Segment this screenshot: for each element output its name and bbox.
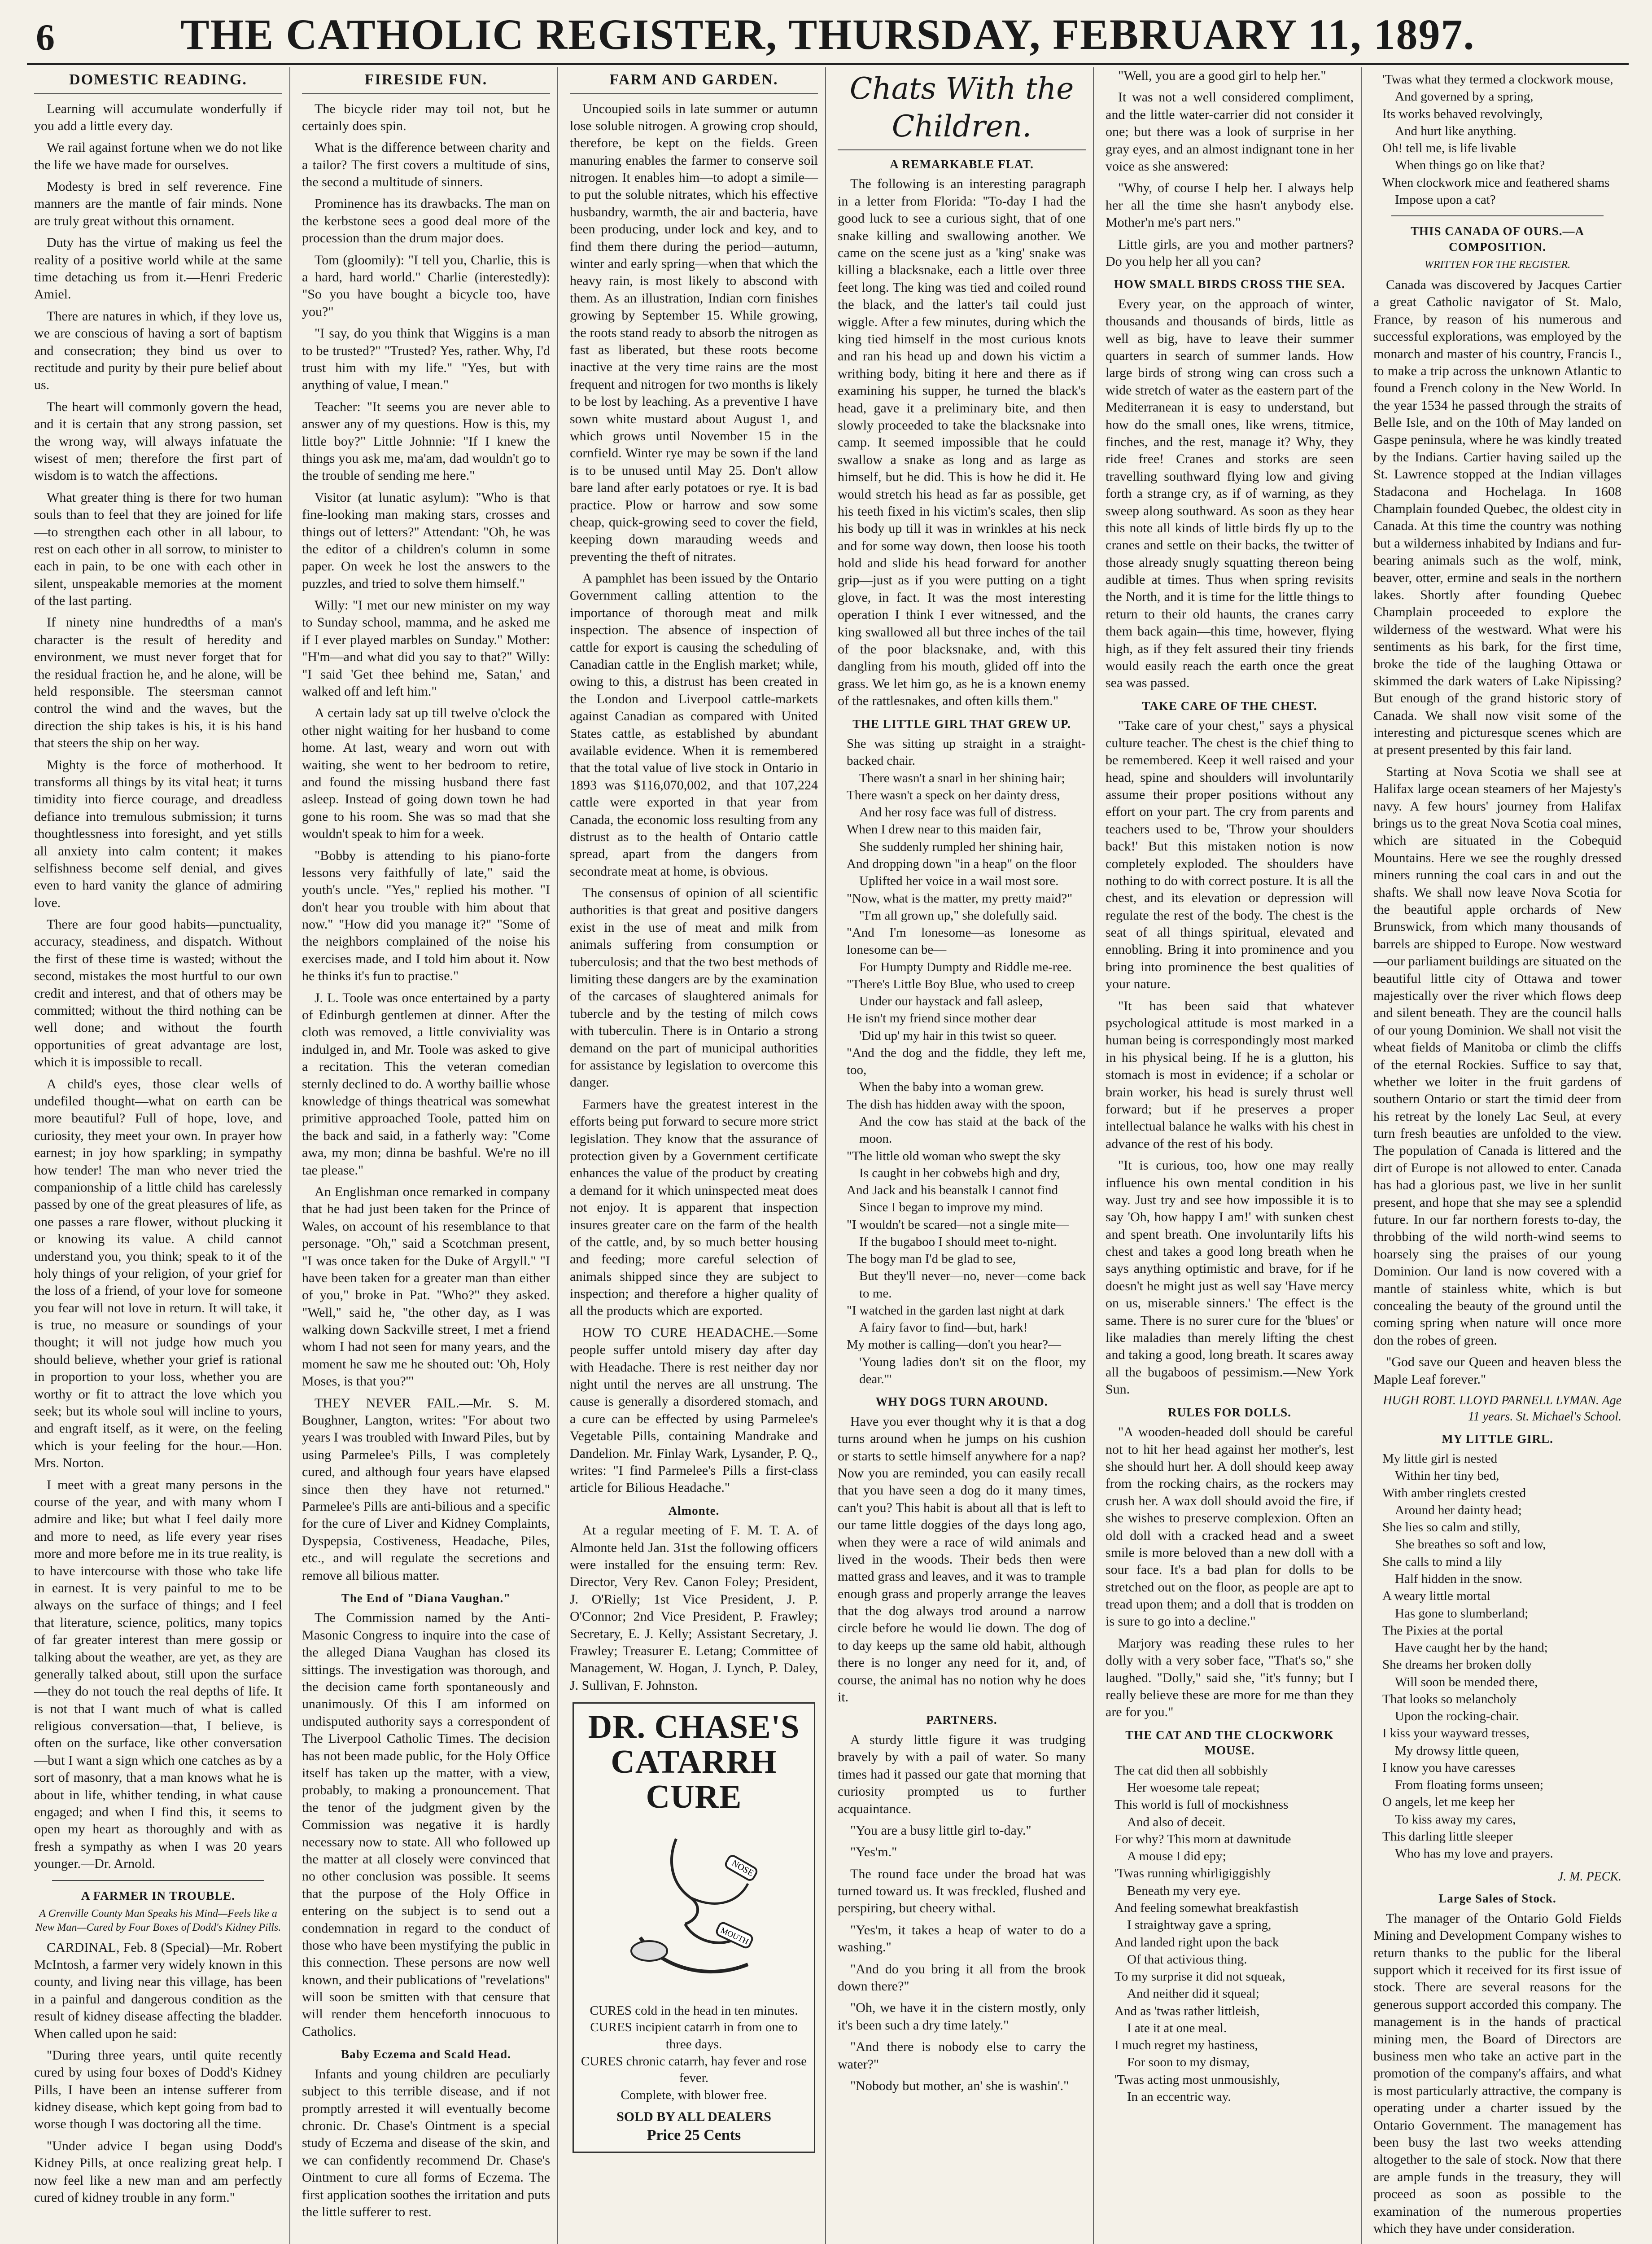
paragraph: Marjory was reading these rules to her dolly with a very sober face, "That's so," she laughed. "Dolly," said she, "it's funny; but I really believe these are more for me than they are for you."	[1106, 1635, 1354, 1720]
poem-line: This world is full of mockishness	[1114, 1797, 1289, 1812]
article-heading: WHY DOGS TURN AROUND.	[875, 1395, 1048, 1409]
divider	[1391, 215, 1604, 216]
poem-line: 'Twas what they termed a clockwork mouse,	[1382, 72, 1613, 87]
poem-line: And governed by a spring,	[1395, 89, 1534, 104]
paragraph: The Commission named by the Anti-Masonic Congress to inquire into the case of the alleged Diana Vaughan has closed its sittings. The investigation was thorough, and the decision came forth spontaneously and unanimously. Of this I am informed on undisputed authority says a correspondent of The Liverpool Catholic Times. The decision has not been made public, for the Holy Office itself has taken up the matter, with a view, probably, to making a pronouncement. That the tenor of the judgment given by the Commission was negative it is hardly necessary now to state. All who followed up the matter at all closely were convinced that no other conclusion was possible. It seems that the purpose of the Holy Office in entering on the subject is to send out a condemnation in regard to the conduct of those who have been mystifying the public in this connection. These persons are now well known, and their publications of "revelations" will soon be smitten with that censure that will render them henceforth innocuous to Catholics.	[302, 1610, 550, 2039]
paragraph: A certain lady sat up till twelve o'clock the other night waiting for her husband to come home. At last, weary and worn out with waiting, she went to her bedroom to retire, and found the missing husband there fast asleep. Instead of going down town he had gone to his room. She was so mad that she wouldn't speak to him for a week.	[302, 706, 550, 842]
signature: J. M. PECK.	[1557, 1869, 1621, 1884]
poem	[1382, 1450, 1621, 1862]
poem-line: For why? This morn at dawnitude	[1114, 1832, 1291, 1846]
poem-line: Impose upon a cat?	[1395, 192, 1496, 207]
poem-line: I much regret my hastiness,	[1114, 2038, 1258, 2053]
poem-line: She calls to mind a lily	[1382, 1554, 1502, 1569]
poem-line: I straightway gave a spring,	[1127, 1918, 1272, 1933]
paragraph: We rail against fortune when we do not like the life we have made for ourselves.	[34, 140, 282, 172]
columns	[27, 67, 1629, 2244]
poem-line: He isn't my friend since mother dear	[847, 1011, 1036, 1026]
blower-illustration	[613, 1821, 775, 1991]
label-mouth: MOUTH	[719, 1925, 750, 1946]
poem-line: This darling little sleeper	[1382, 1829, 1513, 1844]
article-subheading: WRITTEN FOR THE REGISTER.	[1424, 259, 1571, 271]
paragraph: At a regular meeting of F. M. T. A. of Almonte held Jan. 31st the following officers were installed for the ensuing term: Rev. Director, Very Rev. Canon Foley; President, J. O'Rielly; 1st Vice President, J. P. O'Connor; 2nd Vice President, P. Frawley; Secretary, E. J. Kelly; Assistant Secretary, J. Frawley; Treasurer E. Letang; Committee of Management, W. Hogan, J. Lynch, P. Daley, J. Sullivan, F. Johnston.	[570, 1523, 818, 1693]
paragraph: Have you ever thought why it is that a dog turns around when he jumps on his cushion or starts to settle himself anywhere for a nap? Now you are reminded, you can easily recall that you have seen a dog do it many times, can't you? This habit is about all that is left to our tame little doggies of the days long ago, when they were a race of wild animals and lived in the woods. Their beds then were matted grass and leaves, and it was to trample enough grass and properly arrange the leaves that the dog always trod around a narrow circle before he would lie down. The dog of to day keeps up the same old habit, although there is no longer any need for it, and, of course, the animal has no notion why he does it.	[838, 1414, 1086, 1705]
poem-line: 'Twas acting most unmousishly,	[1114, 2072, 1280, 2087]
poem-line: A fairy favor to find—but, hark!	[859, 1320, 1028, 1335]
paragraph: The round face under the broad hat was turned toward us. It was freckled, flushed and perspiring, but cheery withal.	[838, 1866, 1086, 1916]
ad-line: CURES chronic catarrh, hay fever and rose fever.	[581, 2054, 807, 2086]
paragraph: "Why, of course I help her. I always help her all the time she hasn't anybody else. Mother'n me's part ners."	[1106, 180, 1354, 230]
poem-line: Is caught in her cobwebs high and dry,	[859, 1166, 1060, 1180]
divider	[52, 1880, 264, 1881]
paragraph: A pamphlet has been issued by the Ontario Government calling attention to the importance of thorough meat and milk inspection. The absence of inspection of cattle for export is causing the scheduling of Canadian cattle in the English market; while, owing to this, a distrust has been created in the London and Liverpool cattle-markets against Canadian as compared with United States cattle, as established by abundant available evidence. When it is remembered that the total value of live stock in Ontario in 1893 was $116,070,002, and that 107,224 cattle were exported in that year from Canada, the economic loss resulting from any distrust as to the health of Ontario cattle spread, apart from the dangers from secondrate meat at home, is obvious.	[570, 571, 818, 879]
poem-line: I know you have caresses	[1382, 1760, 1516, 1775]
paragraph: Little girls, are you and mother partners? Do you help her all you can?	[1106, 237, 1354, 269]
poem-line: When I drew near to this maiden fair,	[847, 822, 1041, 837]
poem-line: And as 'twas rather littleish,	[1114, 2003, 1260, 2018]
article-heading: The End of "Diana Vaughan."	[341, 1591, 511, 1605]
paragraph: "Nobody but mother, an' she is washin'."	[850, 2078, 1069, 2093]
poem	[847, 735, 1086, 1388]
poem-line: And dropping down "in a heap" on the floor	[847, 857, 1076, 871]
ad-price: Price 25 Cents	[647, 2127, 741, 2144]
poem-line: Oh! tell me, is life livable	[1382, 141, 1516, 156]
poem-line: That looks so melancholy	[1382, 1692, 1517, 1706]
poem-line: "The little old woman who swept the sky	[847, 1148, 1061, 1163]
poem-line: I kiss your wayward tresses,	[1382, 1726, 1530, 1741]
signature: HUGH ROBT. LLOYD PARNELL LYMAN. Age 11 years. St. Michael's School.	[1383, 1393, 1621, 1424]
paragraph: A child's eyes, those clear wells of undefiled thought—what on earth can be more beautiful? Full of hope, love, and curiosity, they meet your own. In prayer how earnest; in joy how sparkling; in sympathy how tender! The man who never tried the companionship of a little child has carelessly passed by one of the great pleasures of life, as one passes a rare flower, without plucking it or knowing its value. A child cannot understand you, you think; speak to it of the holy things of your religion, of your grief for the loss of a friend, of your love for someone you fear will not love in return. It will take, it is true, no measure or soundings of your thought; it will not judge how much you should believe, whether your grief is rational in proportion to your loss, whether you are worthy or fit to attract the love which you seek; but its whole soul will incline to yours, and engraft itself, as it were, on the feeling which is your feeling for the hour.—Hon. Mrs. Norton.	[34, 1076, 282, 1471]
article-heading: MY LITTLE GIRL.	[1442, 1432, 1553, 1446]
poem-line: "And I'm lonesome—as lonesome as lonesome can be—	[847, 925, 1086, 957]
column-heading: FIRESIDE FUN.	[302, 70, 550, 94]
poem-line: Within her tiny bed,	[1395, 1468, 1499, 1483]
poem-line: When the baby into a woman grew.	[859, 1080, 1044, 1095]
paragraph: Willy: "I met our new minister on my way to Sunday school, mamma, and he asked me if I ever played marbles on Sunday." Mother: "H'm—and what did you say to that?" Willy: "I said 'Get thee behind me, Satan,' and walked off and left him."	[302, 598, 550, 699]
article-heading: HOW SMALL BIRDS CROSS THE SEA.	[1114, 277, 1346, 291]
article-heading: Large Sales of Stock.	[1438, 1892, 1556, 1906]
poem-line: The bogy man I'd be glad to see,	[847, 1252, 1016, 1267]
poem-line: "And the dog and the fiddle, they left me, too,	[847, 1045, 1086, 1078]
paragraph: Farmers have the greatest interest in the efforts being put forward to secure more strict legislation. They know that the assurance of protection given by a Government certificate enhances the value of the product by creating a demand for it which uninspected meat does not enjoy. It is apparent that inspection insures greater care on the farm of the health of the cattle, and, by so much better housing and feeding; more careful selection of animals shipped since they are subject to inspection; and therefore a higher quality of all the products which are exported.	[570, 1096, 818, 1319]
poem-line: She breathes so soft and low,	[1395, 1537, 1546, 1552]
paragraph: "Take care of your chest," says a physical culture teacher. The chest is the chief thing to be remembered. Keep it well raised and your head, spine and shoulders will involuntarily assume their proper positions without any effort on your part. The cry from parents and teachers used to be, 'Throw your shoulders back!' But this mistaken notion is now completely exploded. The shoulders have nothing to do with correct posture. It is all the chest, and its elevation or depression will regulate the rest of the body. The chest is the seat of all things spiritual, elevated and ennobling. Bring it into prominence and you bring into prominence the best qualities of your nature.	[1106, 718, 1354, 992]
column-chats-continued	[1098, 67, 1362, 2244]
poem-line: There wasn't a speck on her dainty dress,	[847, 788, 1060, 802]
poem-line: And neither did it squeal;	[1127, 1986, 1259, 2001]
paragraph: "And there is nobody else to carry the water?"	[838, 2039, 1086, 2072]
poem-line: The dish has hidden away with the spoon,	[847, 1097, 1065, 1112]
poem-line: She suddenly rumpled her shining hair,	[859, 839, 1063, 854]
column-heading: Chats With the Children.	[838, 70, 1086, 150]
poem-line: And hurt like anything.	[1395, 123, 1517, 138]
paragraph: "Yes'm, it takes a heap of water to do a washing."	[838, 1922, 1086, 1955]
poem-line: In an eccentric way.	[1127, 2089, 1231, 2104]
article-heading: Almonte.	[668, 1503, 720, 1517]
article-subheading: A Grenville County Man Speaks his Mind—Feels like a New Man—Cured by Four Boxes of Dodd's Kidney Pills.	[35, 1908, 281, 1933]
paragraph: If ninety nine hundredths of a man's character is the result of heredity and environment, we must never forget that for the residual fraction he, and he alone, will be held responsible. The steersman cannot control the wind and the waves, but the direction the ship takes is his, it is his hand that steers the ship on her way.	[34, 615, 282, 751]
paragraph: An Englishman once remarked in company that he had just been taken for the Prince of Wales, on account of his resemblance to that personage. "Oh," said a Scotchman present, "I was once taken for the Duke of Argyll." "I have been taken for a greater man than either of you," broke in Pat. "Who?" they asked. "Well," said he, "the other day, as I was walking down Sackville street, I met a friend whom I had not seen for many years, and the moment he saw me he shouted out: 'Oh, Holy Moses, is that you?'"	[302, 1184, 550, 1389]
ad-title: CATARRH CURE	[611, 1743, 777, 1815]
masthead-title: THE CATHOLIC REGISTER, THURSDAY, FEBRUARY 11, 1897.	[180, 10, 1475, 58]
paragraph: "God save our Queen and heaven bless the Maple Leaf forever."	[1373, 1354, 1621, 1387]
paragraph: "You are a busy little girl to-day."	[850, 1823, 1031, 1838]
poem-line: She dreams her broken dolly	[1382, 1657, 1532, 1672]
article-heading: RULES FOR DOLLS.	[1168, 1405, 1291, 1419]
poem-line: A weary little mortal	[1382, 1589, 1490, 1604]
article-heading: THIS CANADA OF OURS.—A COMPOSITION.	[1410, 224, 1585, 254]
paragraph: "And do you bring it all from the brook down there?"	[838, 1961, 1086, 1994]
poem-line: Has gone to slumberland;	[1395, 1606, 1529, 1621]
poem-line: "Now, what is the matter, my pretty maid?"	[847, 891, 1073, 906]
paragraph: There are four good habits—punctuality, accuracy, steadiness, and dispatch. Without the first of these time is wasted; without the second, mistakes the most hurtful to our own credit and interest, and that of others may be committed; without the third nothing can be well done; and without the fourth opportunities of great advantage are lost, which it is impossible to recall.	[34, 917, 282, 1070]
poem-line: With amber ringlets crested	[1382, 1486, 1526, 1500]
paragraph: "Bobby is attending to his piano-forte lessons very faithfully of late," said the youth's uncle. "Yes," replied his mother. "I don't hear you trouble with him about that now." "How did you manage it?" "Some of the neighbors complained of the noise his exercises made, and I told him about it. Now he thinks it's fun to practise."	[302, 848, 550, 984]
ad-line: Complete, with blower free.	[621, 2088, 767, 2103]
paragraph: Modesty is bred in self reverence. Fine manners are the mantle of fair minds. None are truly great without this ornament.	[34, 179, 282, 228]
paragraph: "Under advice I began using Dodd's Kidney Pills, at once realizing great help. I now feel like a new man and am perfectly cured of kidney trouble in any form."	[34, 2138, 282, 2205]
poem-line: Will soon be mended there,	[1395, 1674, 1538, 1689]
paragraph: Uncoupied soils in late summer or autumn lose soluble nitrogen. A growing crop should, therefore, be kept on the fields. Green manuring enables the farmer to conserve soil nitrogen. It enables him—to adopt a simile—to put the soluble nitrates, which his effective husbandry, warmth, the air and bacteria, have been producing, under lock and key, and to find them there during the period—autumn, winter and early spring—when that which the heavy rain, is most likely to abscond with them. As an illustration, Indian corn finishes growing by September 15. While growing, the roots stand ready to absorb the nitrogen as fast as liberated, but these roots become inactive at the very time rains are the most frequent and nitrogen for two months is likely to be lost by leaching. As a preventive I have sown white mustard about August 1, and which grows until November 15 in the cornfield. Winter rye may be sown if the land is to be unused until May 25. Don't allow bare land after early potatoes or rye. It is bad practice. Plow or harrow and sow some cheap, quick-growing seed to cover the field, keeping down marauding weeds and preventing the theft of nitrates.	[570, 101, 818, 564]
paragraph: CARDINAL, Feb. 8 (Special)—Mr. Robert McIntosh, a farmer very widely known in this county, and living near this village, has been in a painful and dangerous condition as the result of kidney disease affecting the bladder. When called upon he said:	[34, 1940, 282, 2041]
poem-line: She was sitting up straight in a straight-backed chair.	[847, 736, 1086, 768]
poem-line: Since I began to improve my mind.	[859, 1200, 1043, 1215]
poem-line: My mother is calling—don't you hear?—	[847, 1337, 1061, 1352]
paragraph: Teacher: "It seems you are never able to answer any of my questions. How is this, my little boy?" Little Johnnie: "If I knew the things you ask me, ma'am, dad wouldn't go to the trouble of sending me here."	[302, 399, 550, 483]
article-heading: A REMARKABLE FLAT.	[890, 157, 1034, 171]
poem-line: I ate it at one meal.	[1127, 2020, 1227, 2035]
paragraph: "It has been said that whatever psychological attitude is most marked in a human being is correspondingly most marked in his physical being. If he is a glutton, his stomach is most in evidence; if a scholar or brain worker, his head is surely thrust well forward; but if he preserves a proper intellectual balance he walks with his chest in advance of the rest of his body.	[1106, 998, 1354, 1151]
poem-line: Its works behaved revolvingly,	[1382, 106, 1543, 121]
poem-line: For soon to my dismay,	[1127, 2055, 1250, 2070]
paragraph: Tom (gloomily): "I tell you, Charlie, this is a hard, hard world." Charlie (interestedly): "So you have bought a bicycle too, have you?"	[302, 252, 550, 319]
poem-line: "I wouldn't be scared—not a single mite—	[847, 1217, 1069, 1232]
paragraph: Canada was discovered by Jacques Cartier a great Catholic navigator of St. Malo, France, by reason of his numerous and successful explorations, was employed by the monarch and master of his country, Francis I., to make a trip across the unknown Atlantic to found a French colony in the New World. In the year 1534 he passed through the straits of Belle Isle, and on the 10th of May landed on Gaspe peninsula, where he was kindly treated by the Indians. Cartier having sailed up the St. Lawrence stopped at the Indian villages Stadacona and Hochelaga. In 1608 Champlain founded Quebec, the oldest city in Canada. At this time the country was nothing but a wilderness inhabited by Indians and fur-bearing animals such as the wolf, mink, beaver, otter, ermine and seals in the northern lakes. Shortly after founding Quebec Champlain proceeded to explore the wilderness of the westward. What were his sentiments as his bark, for the first time, broke the tide of the laughing Ottawa or skimmed the dark waters of Lake Nipissing? But enough of the grand historic story of Canada. We shall now visit some of the interesting and picturesque scenes which are at present presented by this fair land.	[1373, 277, 1621, 758]
poem-line: Under our haystack and fall asleep,	[859, 994, 1043, 1009]
paragraph: A sturdy little figure it was trudging bravely by with a pail of water. So many times had it passed our gate that morning that curiosity prompted us to further acquaintance.	[838, 1732, 1086, 1816]
paragraph: Starting at Nova Scotia we shall see at Halifax large ocean steamers of her Majesty's navy. A few hours' journey from Halifax brings us to the great Nova Scotia coal mines, which are situated in the Cobequid Mountains. Here we see the roughly dressed miners running the coal cars in and out the shafts. We shall now leave Nova Scotia for the beautiful apple orchards of New Brunswick, from which many thousands of barrels are shipped to Europe. Now westward—our parliament buildings are situated on the beautiful little city of Ottawa and tower majestically over the river which flows deep and silent beneath. They are the council halls of our young Dominion. We shall not visit the wheat fields of Manitoba or climb the cliffs of the eternal Rockies. Suffice to say that, whether we loiter in the fruit gardens of southern Ontario or start the timid deer from his retreat by the lonely Lac Seul, at every turn fresh beauties are unfolded to the view. The population of Canada is littered and the dirt of Europe is not allowed to enter. Canada has had a glorious past, we live in her sunlit present, and hope that she may see a splendid future. In our far northern forests to-day, the throbbing of the wild north-wind seems to hoarsely sing the praises of our young Dominion. Our land is now covered with a mantle of stainless white, which is but concealing the beauty of the ground until the coming spring when nature will once more don the robes of green.	[1373, 764, 1621, 1348]
column-domestic-reading	[27, 67, 290, 2244]
paragraph: "Yes'm."	[850, 1845, 897, 1860]
paragraph: Mighty is the force of motherhood. It transforms all things by its vital heat; it turns timidity into fierce courage, and dreadless defiance into tremulous submission; it turns thoughtlessness into foresight, and yet stills all anxiety into calm content; it makes selfishness become self denial, and gives even to hard vanity the glance of admiring love.	[34, 757, 282, 910]
poem-line: A mouse I did epy;	[1127, 1849, 1226, 1864]
poem-line: "I watched in the garden last night at dark	[847, 1303, 1065, 1318]
article-heading: THE CAT AND THE CLOCKWORK MOUSE.	[1125, 1728, 1334, 1758]
poem-line: When clockwork mice and feathered shams	[1382, 175, 1610, 190]
paragraph: Infants and young children are peculiarly subject to this terrible disease, and if not promptly arrested it will eventually become chronic. Dr. Chase's Ointment is a special study of Eczema and disease of the skin, and we can confidently recommend Dr. Chase's Ointment to cure all forms of Eczema. The first application soothes the irritation and puts the little sufferer to rest.	[302, 2066, 550, 2219]
column-fireside-fun	[295, 67, 558, 2244]
ad-line: CURES cold in the head in ten minutes.	[590, 2003, 798, 2018]
poem-line: And landed right upon the back	[1114, 1935, 1279, 1950]
column-farm-and-garden	[563, 67, 826, 2244]
poem-line: Have caught her by the hand;	[1395, 1640, 1548, 1655]
poem-line: 'Young ladies don't sit on the floor, my dear.'"	[859, 1354, 1086, 1386]
poem-line: "I'm all grown up," she dolefully said.	[859, 908, 1058, 923]
paragraph: HOW TO CURE HEADACHE.—Some people suffer untold misery day after day with Headache. There is rest neither day nor night until the nerves are all unstrung. The cause is generally a disordered stomach, and a cure can be effected by using Parmelee's Vegetable Pills, containing Mandrake and Dandelion. Mr. Finlay Wark, Lysander, P. Q., writes: "I find Parmelee's Pills a first-class article for Bilious Headache."	[570, 1325, 818, 1495]
paragraph: The heart will commonly govern the head, and it is certain that any strong passion, set the wrong way, will always infatuate the wisest of men; therefore the first part of wisdom is to watch the affections.	[34, 399, 282, 483]
poem-line: And Jack and his beanstalk I cannot find	[847, 1183, 1058, 1198]
paragraph: J. L. Toole was once entertained by a party of Edinburgh gentlemen at dinner. After the cloth was removed, a little conviviality was indulged in, and Mr. Toole was asked to give a recitation. This the veteran comedian sternly declined to do. A worthy baillie whose knowledge of things theatrical was somewhat primitive approached Toole, patted him on the back and said, in a fatherly way: "Come awa, my mon; dinna be bashful. We're no ill tae please."	[302, 990, 550, 1178]
paragraph: Learning will accumulate wonderfully if you add a little every day.	[34, 101, 282, 133]
article-heading: PARTNERS.	[926, 1713, 997, 1727]
poem-line: To kiss away my cares,	[1395, 1812, 1516, 1827]
label-nose: NOSE	[730, 1858, 755, 1879]
poem-line: Half hidden in the snow.	[1395, 1572, 1523, 1586]
poem-line: For Humpty Dumpty and Riddle me-ree.	[859, 960, 1072, 974]
paragraph: The bicycle rider may toil not, but he certainly does spin.	[302, 101, 550, 133]
paragraph: What is the difference between charity and a tailor? The first covers a multitude of sins, the second a multitude of sinners.	[302, 140, 550, 190]
poem-line: From floating forms unseen;	[1395, 1778, 1544, 1793]
poem-line: When things go on like that?	[1395, 158, 1545, 173]
poem-line: She lies so calm and stilly,	[1382, 1520, 1521, 1535]
ad-line: CURES incipient catarrh in from one to three days.	[590, 2020, 798, 2052]
column-heading: DOMESTIC READING.	[34, 70, 282, 94]
paragraph: What greater thing is there for two human souls than to feel that they are joined for life—to strengthen each other in all labour, to rest on each other in all sorrow, to minister to each in pain, to be one with each other in silent, unspeakable memories at the moment of the last parting.	[34, 490, 282, 609]
poem-line: And feeling somewhat breakfastish	[1114, 1901, 1298, 1915]
paragraph: The consensus of opinion of all scientific authorities is that great and positive dangers exist in the use of meat and milk from animals suffering from consumption or tuberculosis; and that the two best methods of limiting these dangers are by the examination of the carcases of slaughtered animals for tubercle and by the testing of milch cows with tuberculin. There is in Ontario a strong demand on the part of municipal authorities for assistance by legislation to overcome this danger.	[570, 885, 818, 1090]
paragraph: "Well, you are a good girl to help her."	[1118, 68, 1326, 83]
paragraph: "A wooden-headed doll should be careful not to hit her head against her mother's, lest she should hurt her. A doll should keep away from the rocking chairs, as the rockers may crush her. A wax doll should avoid the fire, if she wishes to preserve complexion. Often an old doll with a cracked head and a sweet smile is more beloved than a new doll with a sour face. It's a bad plan for dolls to be stretched out on the floor, as people are apt to tread upon them; and a doll that is trodden on is sure to go into a decline."	[1106, 1424, 1354, 1629]
masthead	[27, 9, 1629, 65]
poem-line: "There's Little Boy Blue, who used to creep	[847, 977, 1075, 991]
poem-line: Her woesome tale repeat;	[1127, 1780, 1260, 1795]
poem-line: If the bugaboo I should meet to-night.	[859, 1234, 1057, 1249]
poem-line: And the cow has staid at the back of the moon.	[859, 1114, 1086, 1146]
article-heading: THE LITTLE GIRL THAT GREW UP.	[852, 717, 1071, 731]
column-chats-with-children	[830, 67, 1094, 2244]
paragraph: Duty has the virtue of making us feel the reality of a positive world while at the same time detaching us from it.—Henri Frederic Amiel.	[34, 235, 282, 302]
poem-line: Uplifted her voice in a wail most sore.	[859, 874, 1059, 889]
page-number: 6	[36, 17, 55, 58]
paragraph: "During three years, until quite recently cured by using four boxes of Dodd's Kidney Pills, I have been an intense sufferer from kidney disease, which kept going from bad to worse though I was doctoring all the time.	[34, 2047, 282, 2132]
poem-line: 'Did up' my hair in this twist so queer.	[859, 1028, 1057, 1043]
poem-line: My drowsy little queen,	[1395, 1743, 1520, 1758]
paragraph: Prominence has its drawbacks. The man on the kerbstone sees a good deal more of the procession than the drum major does.	[302, 196, 550, 246]
paragraph: The manager of the Ontario Gold Fields Mining and Development Company wishes to return thanks to the public for the liberal support which it received for its first issue of stock. There are several reasons for the generous support accorded this company. The management is in the hands of practical mining men, the Board of Directors are business men who take an active part in the promotion of the company's affairs, and what is most particularly attractive, the company is operating under a charter issued by the Ontario Government. The management has been busy the last two weeks attending altogether to the sale of stock. Now that there are ample funds in the treasury, they will proceed as soon as possible to the examination of the numerous properties which they have under consideration.	[1373, 1911, 1621, 2236]
poem-line: O angels, let me keep her	[1382, 1795, 1515, 1810]
poem-line: And also of deceit.	[1127, 1814, 1226, 1829]
paragraph: "I say, do you think that Wiggins is a man to be trusted?" "Trusted? Yes, rather. Why, I'd trust him with my life." "Yes, but with anything of value, I mean."	[302, 326, 550, 393]
paragraph: Every year, on the approach of winter, thousands and thousands of birds, little as well as big, have to leave their summer quarters in search of summer lands. How large birds of strong wing can cross such a wide stretch of water as the eastern part of the Mediterranean it is easy to understand, but how do the small ones, like wrens, titmice, finches, and the rest, manage it? Why, they ride free! Cranes and storks are seen travelling southward flying low and giving forth a strange cry, as if of warning, as they sweep along southward. As soon as they hear this note all kinds of little birds fly up to the cranes and settle on their backs, the twitter of those already snugly squatting thereon being audible at times. Thus when spring revisits the North, and it is time for the little things to return to their old haunts, the cranes carry them back again—this time, however, flying high, as if they felt assured their tiny friends would easily reach the earth once the great sea was passed.	[1106, 296, 1354, 691]
column-heading: FARM AND GARDEN.	[570, 70, 818, 94]
poem-line: Beneath my very eye.	[1127, 1883, 1241, 1898]
paragraph: There are natures in which, if they love us, we are conscious of having a sort of baptism and consecration; they bind us over to rectitude and purity by their pure belief about us.	[34, 308, 282, 393]
paragraph: "Oh, we have it in the cistern mostly, only it's been such a dry time lately."	[838, 2000, 1086, 2033]
paragraph: Visitor (at lunatic asylum): "Who is that fine-looking man making stars, crosses and things out of letters?" Attendant: "Oh, he was the editor of a children's column in some paper. On week he lost the answers to the puzzles, and tried to solve them himself."	[302, 490, 550, 591]
poem-line: And her rosy face was full of distress.	[859, 805, 1057, 820]
article-heading: Baby Eczema and Scald Head.	[341, 2047, 511, 2061]
poem-line: Who has my love and prayers.	[1395, 1846, 1553, 1861]
ad-sold-by: SOLD BY ALL DEALERS	[616, 2109, 771, 2124]
poem	[1382, 71, 1621, 208]
poem-line: Upon the rocking-chair.	[1395, 1709, 1519, 1724]
poem-line: But they'll never—no, never—come back to me.	[859, 1269, 1086, 1301]
paragraph: THEY NEVER FAIL.—Mr. S. M. Boughner, Langton, writes: "For about two years I was troubled with Inward Piles, but by using Parmelee's Pills, I was completely cured, and although four years have elapsed since then they have not returned." Parmelee's Pills are anti-bilious and a specific for the cure of Liver and Kidney Complaints, Dyspepsia, Costiveness, Headache, Piles, etc., and will regulate the secretions and remove all bilious matter.	[302, 1395, 550, 1583]
article-heading: TAKE CARE OF THE CHEST.	[1142, 699, 1317, 713]
poem-line: There wasn't a snarl in her shining hair;	[859, 771, 1065, 785]
poem-line: My little girl is nested	[1382, 1451, 1498, 1466]
paragraph: The following is an interesting paragraph in a letter from Florida: "To-day I had the good luck to see a curious sight, that of one snake killing and swallowing another. We came on the scene just as a 'king' snake was killing a blacksnake, each a little over three feet long. The king was tied and coiled round the black, and the latter's tail could just wiggle. After a few minutes, during which the king tied himself in the most curious knots and ran his head up and down his victim a writhing body, biting it here and there as if examining his supper, he turned the black's head, gave it a preliminary bite, and then slowly proceeded to take the blacksnake into camp. It seemed impossible that he could swallow a snake as long and as large as himself, but he did. This is how he did it. He would stretch his head as far as possible, get his teeth fixed in his victim's scales, then slip his body up till it was in wrinkles at his neck and for some way down, then loose his tooth hold and slide his head forward for another grip—just as if you were putting on a tight glove, in fact. It was the most interesting operation I think I ever witnessed, and the king swallowed all but three inches of the tail of the poor blacksnake, and, with this dangling from his mouth, glided off into the grass. We let him go, as he is a known enemy of the rattlesnakes, and often kills them."	[838, 176, 1086, 709]
paragraph: It was not a well considered compliment, and the little water-carrier did not consider it one; but there was a look of surprise in her gray eyes, and an almost indignant tone in her voice as she answered:	[1106, 90, 1354, 174]
article-heading: A FARMER IN TROUBLE.	[81, 1889, 236, 1902]
poem-line: Of that activious thing.	[1127, 1952, 1247, 1967]
poem-line: The Pixies at the portal	[1382, 1623, 1503, 1638]
column-canada-and-poems	[1366, 67, 1629, 2244]
poem-line: Around her dainty head;	[1395, 1503, 1522, 1517]
paragraph: I meet with a great many persons in the course of the year, and with many whom I admire and like; but what I feel daily more and more to need, as life every year rises more and more before me in its true reality, is to have intercourse with those who take life in earnest. It is very painful to me to be always on the surface of things; and I feel that literature, science, politics, many topics of far greater interest than mere gossip or talking about the weather, are yet, as they are generally talked about, still upon the surface—they do not touch the real depths of life. It is not that I want much of what is called religious conversation—that, I believe, is often on the surface, like other conversation—but I want a sign which one catches as by a sort of masonry, that a man knows what he is about in life, whither tending, in what cause engaged; and when I find this, it seems to open my heart as thoroughly and with as fresh a sympathy as when I was 20 years younger.—Dr. Arnold.	[34, 1477, 282, 1871]
paragraph: "It is curious, too, how one may really influence his own mental condition in his way. Just try and see how impossible it is to say 'Oh, how happy I am!' with sunken chest and spent breath. One involuntarily lifts his chest and takes a good long breath when he says anything optimistic and brave, for if he doesn't he might just as well say 'Have mercy on us, miserable sinners.' The effect is the same. There is no surer cure for the 'blues' or like maladies than merely lifting the chest and taking a good, long breath. It scares away all the bugaboos of pessimism.—New York Sun.	[1106, 1158, 1354, 1397]
ad-title: DR. CHASE'S	[588, 1709, 800, 1746]
catarrh-cure-advertisement	[573, 1702, 815, 2152]
poem-line: 'Twas running whirligiggishly	[1114, 1866, 1271, 1881]
poem	[1114, 1762, 1354, 2105]
poem-line: To my surprise it did not squeak,	[1114, 1969, 1285, 1984]
poem-line: The cat did then all sobbishly	[1114, 1763, 1268, 1778]
